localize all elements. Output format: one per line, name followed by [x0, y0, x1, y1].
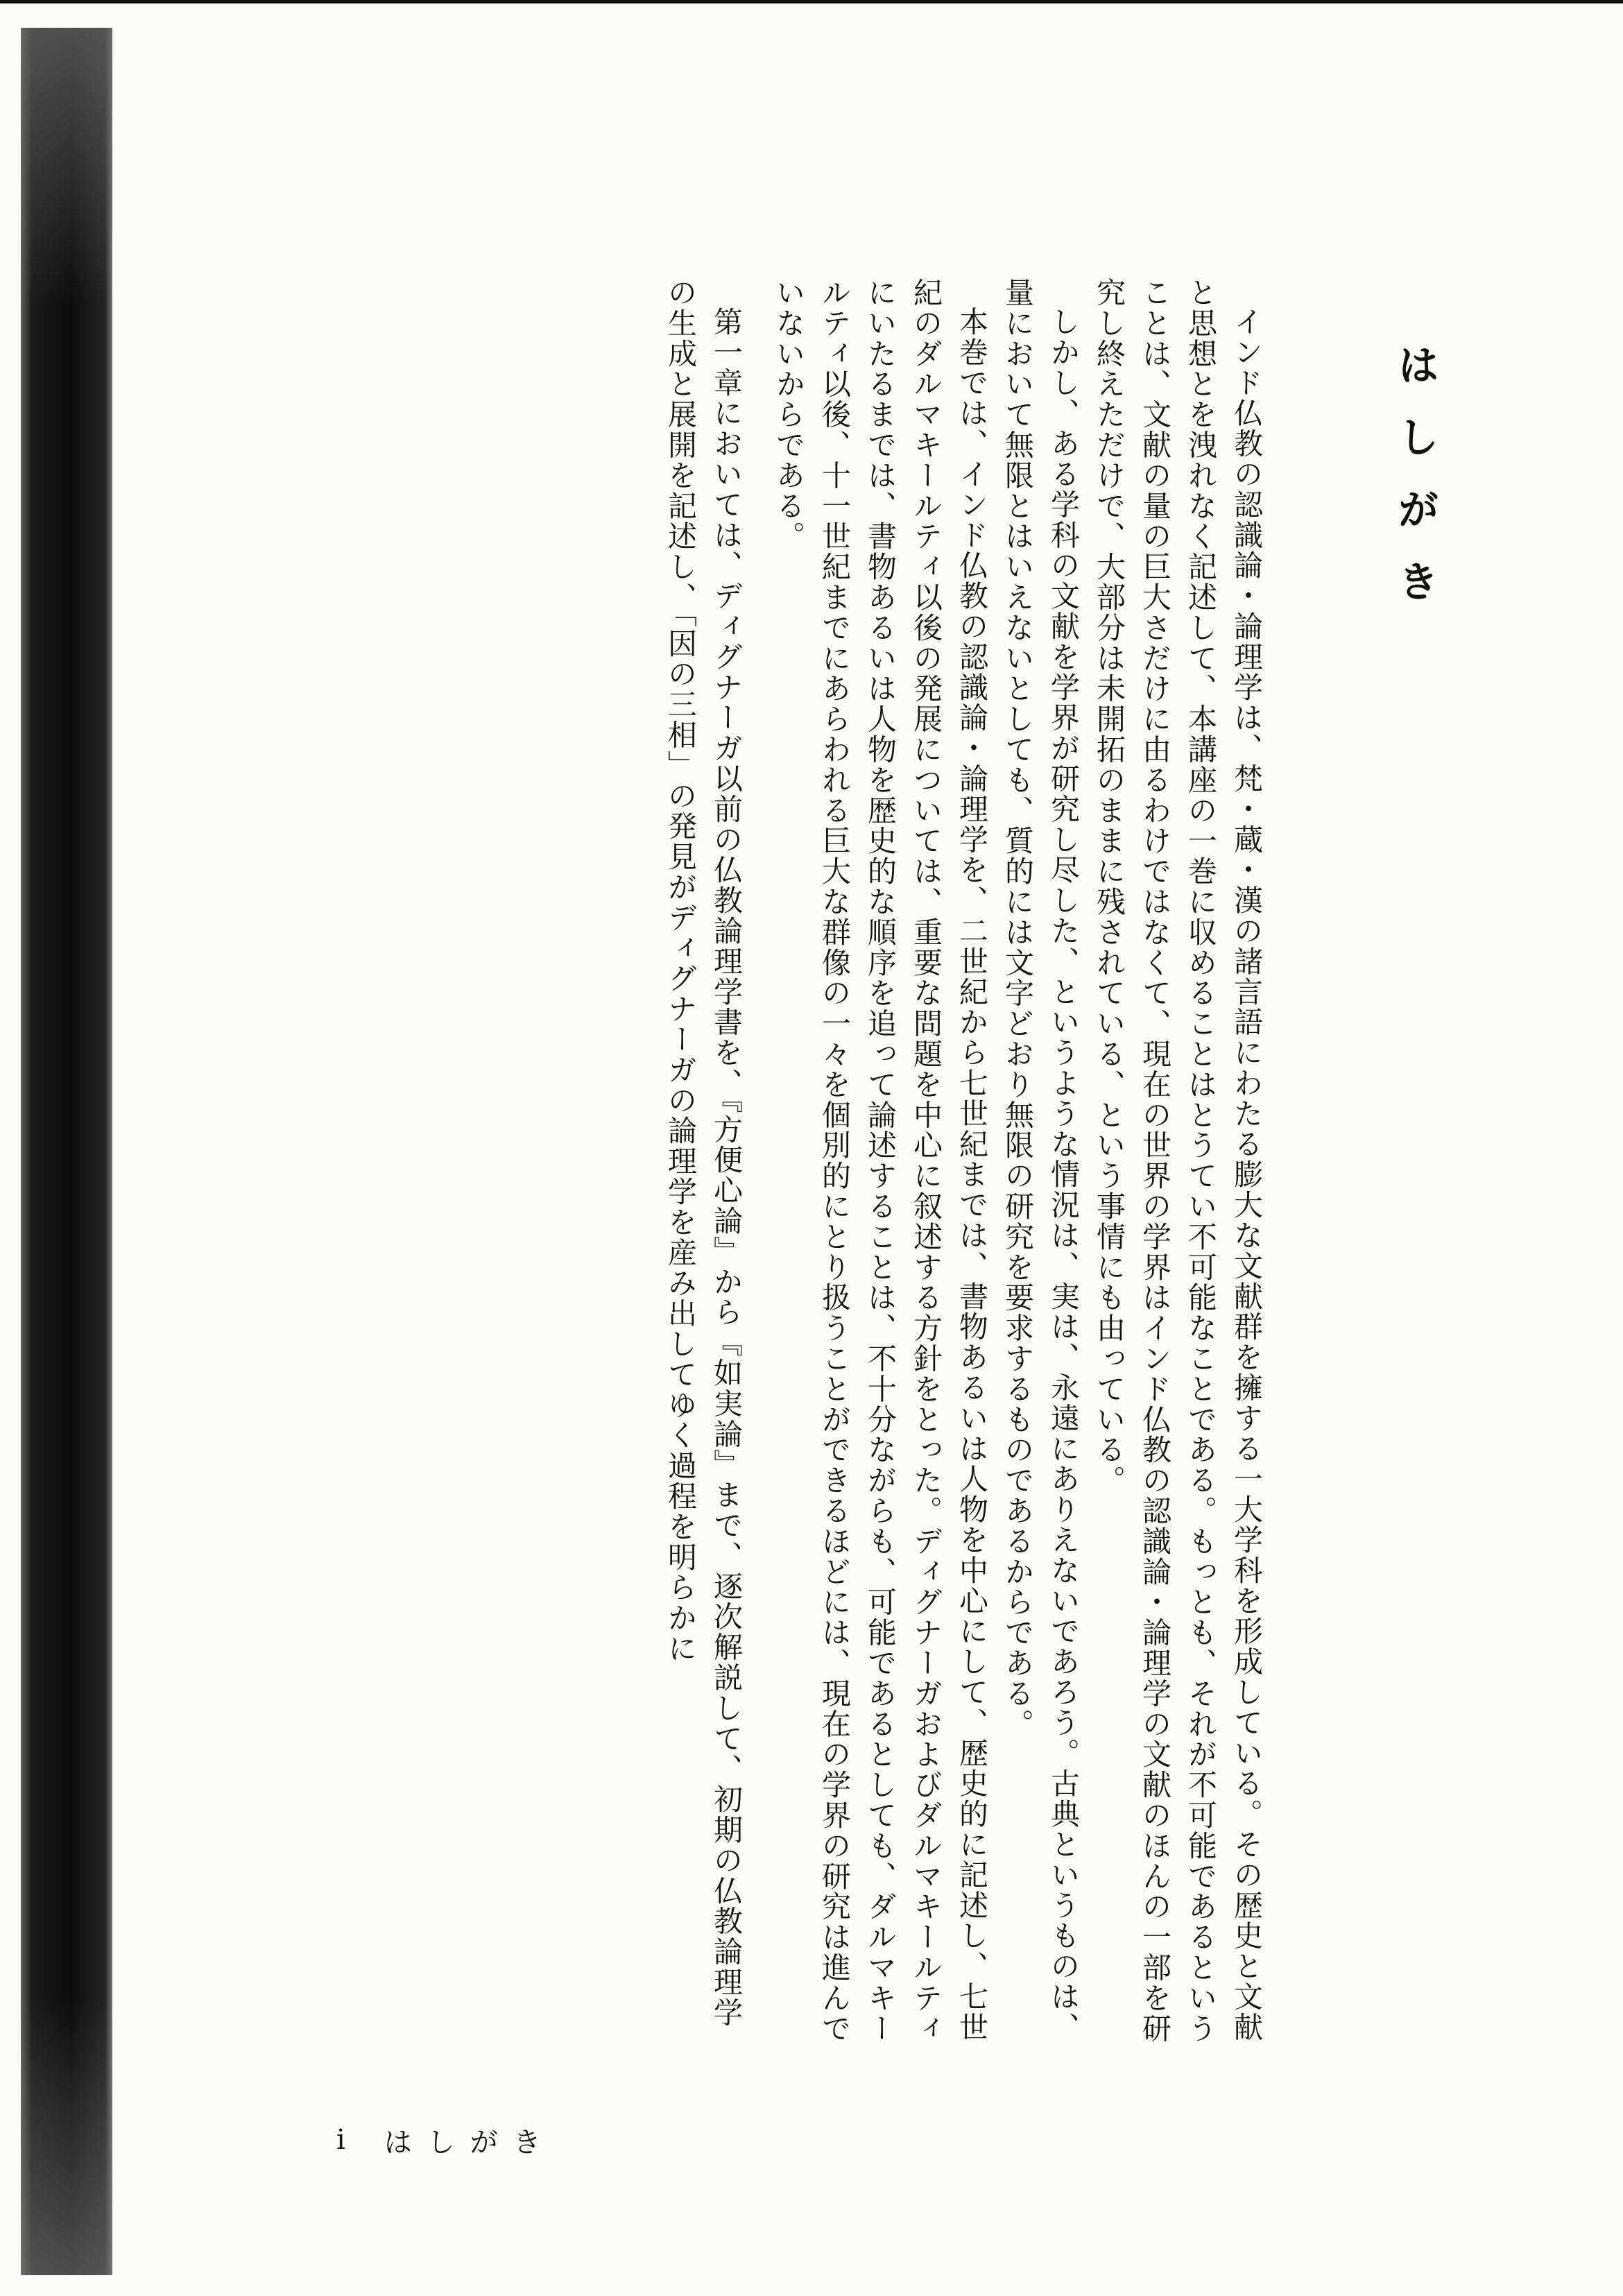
scan-shadow-gradient-top	[21, 28, 112, 305]
paragraph-3: 本巻では、インド仏教の認識論・論理学を、二世紀から七世紀までは、書物あるいは人物を中心にして、歴史的に記述し、七世紀のダルマキールティ以後の発展については、重要な問題を中心に叙述する方針をとった。ディグナーガおよびダルマキールティにいたるまでは、書物あるいは人物を歴史的な順序を追って論述することは、不十分ながらも、可能であるとしても、ダルマキールティ以後、十一世紀までにあらわれる巨大な群像の一々を個別的にとり扱うことができるほどには、現在の学界の研究は進んでいないからである。	[772, 277, 989, 2044]
page-number: i	[336, 2124, 345, 2156]
page-title: はしがき	[1391, 343, 1440, 632]
top-border	[0, 0, 1623, 3]
scan-shadow-gradient-bottom	[21, 1998, 112, 2275]
paragraph-1: インド仏教の認識論・論理学は、梵・蔵・漢の諸言語にわたる膨大な文献群を擁する一大学科を形成している。その歴史と文献と思想とを洩れなく記述して、本講座の一巻に収めることはとうてい不可能なことである。もっとも、それが不可能であるということは、文献の量の巨大さだけに由るわけではなくて、現在の世界の学界はインド仏教の認識論・論理学の文献のほんの一部を研究し終えただけで、大部分は未開拓のままに残されている、という事情にも由っている。	[1092, 277, 1264, 2044]
body-text	[361, 277, 1269, 2053]
scan-binding-shadow	[21, 28, 112, 2275]
page-footer	[336, 2119, 614, 2161]
paragraph-2: しかし、ある学科の文献を学界が研究し尽した、というような情況は、実は、永遠にありえないであろう。古典というものは、量において無限とはいえないとしても、質的には文字どおり無限の研究を要求するものであるからである。	[1001, 277, 1081, 2043]
running-head: はしがき	[384, 2126, 556, 2159]
paragraph-4: 第一章においては、ディグナーガ以前の仏教論理学書を、『方便心論』から『如実論』まで、逐次解説して、初期の仏教論理学の生成と展開を記述し、「因の三相」の発見がディグナーガの論理学を産み出してゆく過程を明らかに	[664, 277, 744, 2028]
